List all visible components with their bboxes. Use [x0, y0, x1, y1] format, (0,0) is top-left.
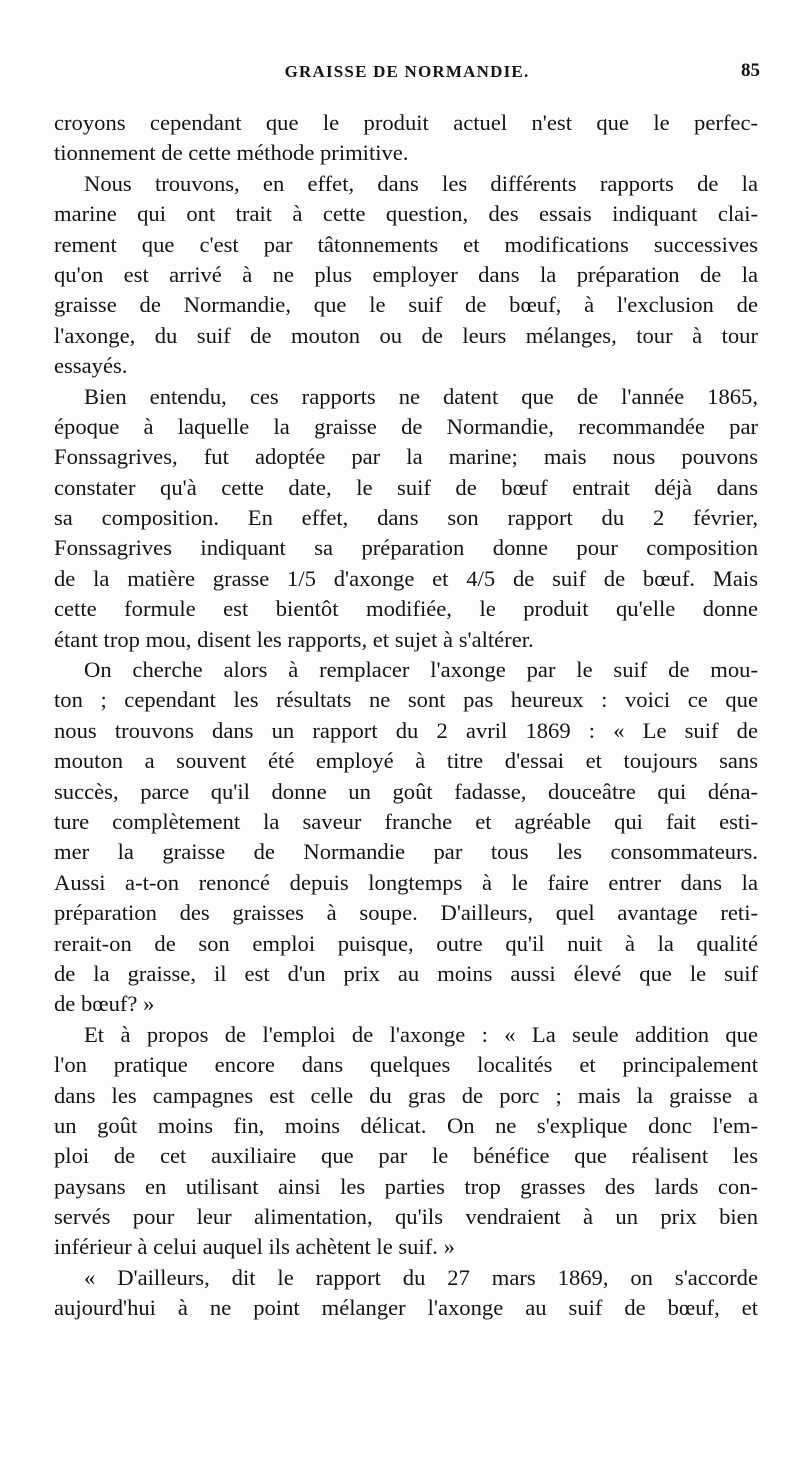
page-header — [54, 62, 760, 92]
text-line: inférieur à celui auquel ils achètent le suif. » — [54, 1234, 455, 1260]
page-number: 85 — [741, 60, 760, 81]
text-line: sa composition. En effet, dans son rapport du 2 février, — [54, 505, 758, 531]
text-line: Bien entendu, ces rapports ne datent que de l'année 1865, — [84, 383, 758, 409]
text-line: constater qu'à cette date, le suif de bœuf entrait déjà dans — [54, 474, 758, 500]
text-line: mouton a souvent été employé à titre d'essai et toujours sans — [54, 748, 758, 774]
text-line: Et à propos de l'emploi de l'axonge : « La seule addition que — [84, 1021, 758, 1047]
text-line: l'on pratique encore dans quelques localités et principalement — [54, 1052, 758, 1078]
text-line: marine qui ont trait à cette question, des essais indiquant clai- — [54, 201, 758, 227]
text-line: l'axonge, du suif de mouton ou de leurs mélanges, tour à tour — [54, 322, 758, 348]
text-line: dans les campagnes est celle du gras de porc ; mais la graisse a — [54, 1082, 758, 1108]
text-line: Nous trouvons, en effet, dans les différents rapports de la — [84, 170, 758, 196]
running-title: GRAISSE DE NORMANDIE. — [284, 62, 530, 81]
text-line: ture complètement la saveur franche et agréable qui fait esti- — [54, 808, 758, 834]
text-line: succès, parce qu'il donne un goût fadasse, douceâtre qui déna- — [54, 778, 758, 804]
text-line: ton ; cependant les résultats ne sont pas heureux : voici ce que — [54, 687, 758, 713]
text-line: tionnement de cette méthode primitive. — [54, 140, 409, 166]
text-line: graisse de Normandie, que le suif de bœuf, à l'exclusion de — [54, 292, 758, 318]
text-line: « D'ailleurs, dit le rapport du 27 mars 1869, on s'accorde — [84, 1264, 758, 1290]
text-line: nous trouvons dans un rapport du 2 avril 1869 : « Le suif de — [54, 717, 758, 743]
text-line: ploi de cet auxiliaire que par le bénéfice que réalisent les — [54, 1143, 758, 1169]
text-line: croyons cependant que le produit actuel n'est que le perfec- — [54, 110, 758, 135]
text-line: de la graisse, il est d'un prix au moins aussi élevé que le suif — [54, 960, 758, 986]
text-line: rerait-on de son emploi puisque, outre qu'il nuit à la qualité — [54, 930, 758, 956]
text-line: Fonssagrives indiquant sa préparation donne pour composition — [54, 535, 758, 561]
text-line: Fonssagrives, fut adoptée par la marine; mais nous pouvons — [54, 444, 758, 470]
text-line: époque à laquelle la graisse de Normandie, recommandée par — [54, 413, 758, 439]
text-line: paysans en utilisant ainsi les parties trop grasses des lards con- — [54, 1173, 758, 1199]
text-line: Aussi a-t-on renoncé depuis longtemps à le faire entrer dans la — [54, 869, 758, 895]
text-line: de la matière grasse 1/5 d'axonge et 4/5 de suif de bœuf. Mais — [54, 565, 758, 591]
text-line: essayés. — [54, 353, 128, 379]
body-text — [54, 108, 758, 1324]
text-line: aujourd'hui à ne point mélanger l'axonge au suif de bœuf, et — [54, 1295, 758, 1321]
text-line: qu'on est arrivé à ne plus employer dans la préparation de la — [54, 261, 758, 287]
text-line: On cherche alors à remplacer l'axonge par le suif de mou- — [84, 657, 758, 683]
text-line: mer la graisse de Normandie par tous les consommateurs. — [54, 839, 758, 865]
text-line: un goût moins fin, moins délicat. On ne s'explique donc l'em- — [54, 1112, 758, 1138]
text-line: rement que c'est par tâtonnements et modifications successives — [54, 231, 758, 257]
text-line: préparation des graisses à soupe. D'ailleurs, quel avantage reti- — [54, 900, 758, 926]
text-line: cette formule est bientôt modifiée, le produit qu'elle donne — [54, 596, 758, 622]
text-line: étant trop mou, disent les rapports, et sujet à s'altérer. — [54, 626, 534, 652]
text-line: de bœuf? » — [54, 991, 155, 1017]
text-line: servés pour leur alimentation, qu'ils vendraient à un prix bien — [54, 1204, 758, 1230]
